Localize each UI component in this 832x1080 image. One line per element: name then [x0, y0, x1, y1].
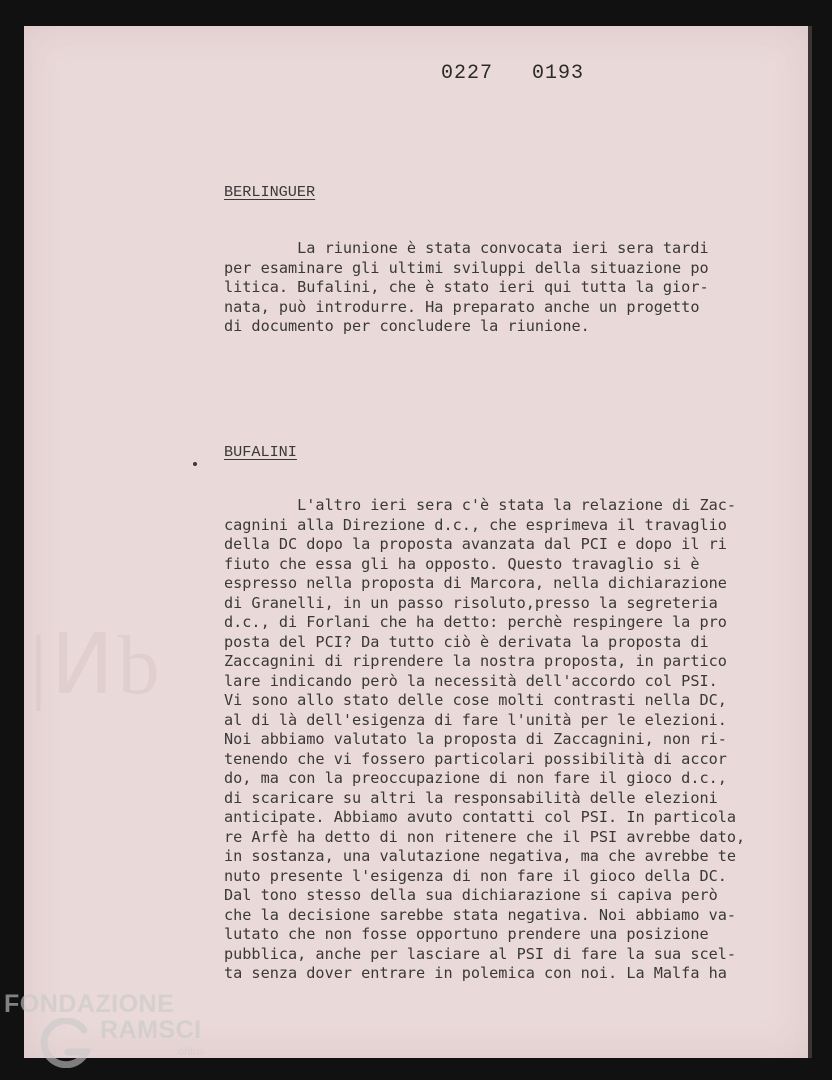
text-line: Zaccagnini di riprendere la nostra proposta, in partico	[224, 652, 727, 670]
text-line: litica. Bufalini, che è stato ieri qui tutta la gior-	[224, 278, 709, 296]
archive-page-number: 0227 0193	[441, 62, 585, 85]
page-edge	[808, 26, 812, 1058]
paragraph-berlinguer	[224, 239, 709, 337]
text-line: cagnini alla Direzione d.c., che esprimeva il travaglio	[224, 515, 727, 534]
text-line: della DC dopo la proposta avanzata dal PCI e dopo il ri	[224, 535, 727, 553]
text-line: fiuto che essa gli ha opposto. Questo travaglio si è	[224, 554, 700, 573]
ink-speck	[193, 462, 197, 466]
speaker-heading-berlinguer: BERLINGUER	[224, 183, 316, 201]
text-line: tenendo che vi fossero particolari possibilità di accor	[224, 749, 727, 768]
text-line: L'altro ieri sera c'è stata la relazione di Zac-	[224, 496, 737, 514]
paragraph-bufalini	[224, 496, 745, 984]
fondazione-gramsci-watermark	[4, 988, 214, 1078]
text-line: Dal tono stesso della sua dichiarazione si capiva però	[224, 886, 718, 904]
bleed-through-marks: |Ͷb	[30, 619, 164, 712]
text-line: in sostanza, una valutazione negativa, ma che avrebbe te	[224, 847, 737, 865]
text-line: di Granelli, in un passo risoluto,presso la segreteria	[224, 593, 718, 612]
text-line: al di là dell'esigenza di fare l'unità per le elezioni.	[224, 710, 727, 729]
text-line: posta del PCI? Da tutto ciò è derivata la proposta di	[224, 632, 709, 651]
watermark-line2: RAMSCI	[100, 1016, 202, 1044]
text-line: espresso nella proposta di Marcora, nella dichiarazione	[224, 574, 727, 592]
watermark-suffix: onlus	[178, 1046, 205, 1058]
text-line: La riunione è stata convocata ieri sera tardi	[224, 239, 709, 257]
text-line: re Arfè ha detto di non ritenere che il PSI avrebbe dato,	[224, 827, 746, 846]
text-line: di scaricare su altri la responsabilità delle elezioni	[224, 788, 718, 807]
text-line: anticipate. Abbiamo avuto contatti col PSI. In particola	[224, 808, 737, 826]
text-line: che la decisione sarebbe stata negativa. Noi abbiamo va-	[224, 905, 737, 924]
watermark-line1: FONDAZIONE	[4, 990, 175, 1018]
text-line: nuto presente l'esigenza di non fare il gioco della DC.	[224, 866, 727, 885]
text-line: Vi sono allo stato delle cose molti contrasti nella DC,	[224, 691, 727, 709]
text-line: pubblica, anche per lasciare al PSI di fare la sua scel-	[224, 944, 737, 963]
text-line: di documento per concludere la riunione.	[224, 317, 590, 335]
text-line: d.c., di Forlani che ha detto: perchè respingere la pro	[224, 613, 727, 631]
text-line: nata, può introdurre. Ha preparato anche un progetto	[224, 297, 700, 316]
text-line: lare indicando però la necessità dell'accordo col PSI.	[224, 671, 718, 690]
text-line: ta senza dover entrare in polemica con noi. La Malfa ha	[224, 964, 727, 982]
gramsci-g-icon	[36, 1018, 96, 1068]
text-line: lutato che non fosse opportuno prendere una posizione	[224, 925, 709, 943]
text-line: do, ma con la preoccupazione di non fare il gioco d.c.,	[224, 769, 727, 787]
text-line: per esaminare gli ultimi sviluppi della situazione po	[224, 258, 709, 277]
text-line: Noi abbiamo valutato la proposta di Zaccagnini, non ri-	[224, 730, 727, 748]
speaker-heading-bufalini: BUFALINI	[224, 443, 297, 461]
